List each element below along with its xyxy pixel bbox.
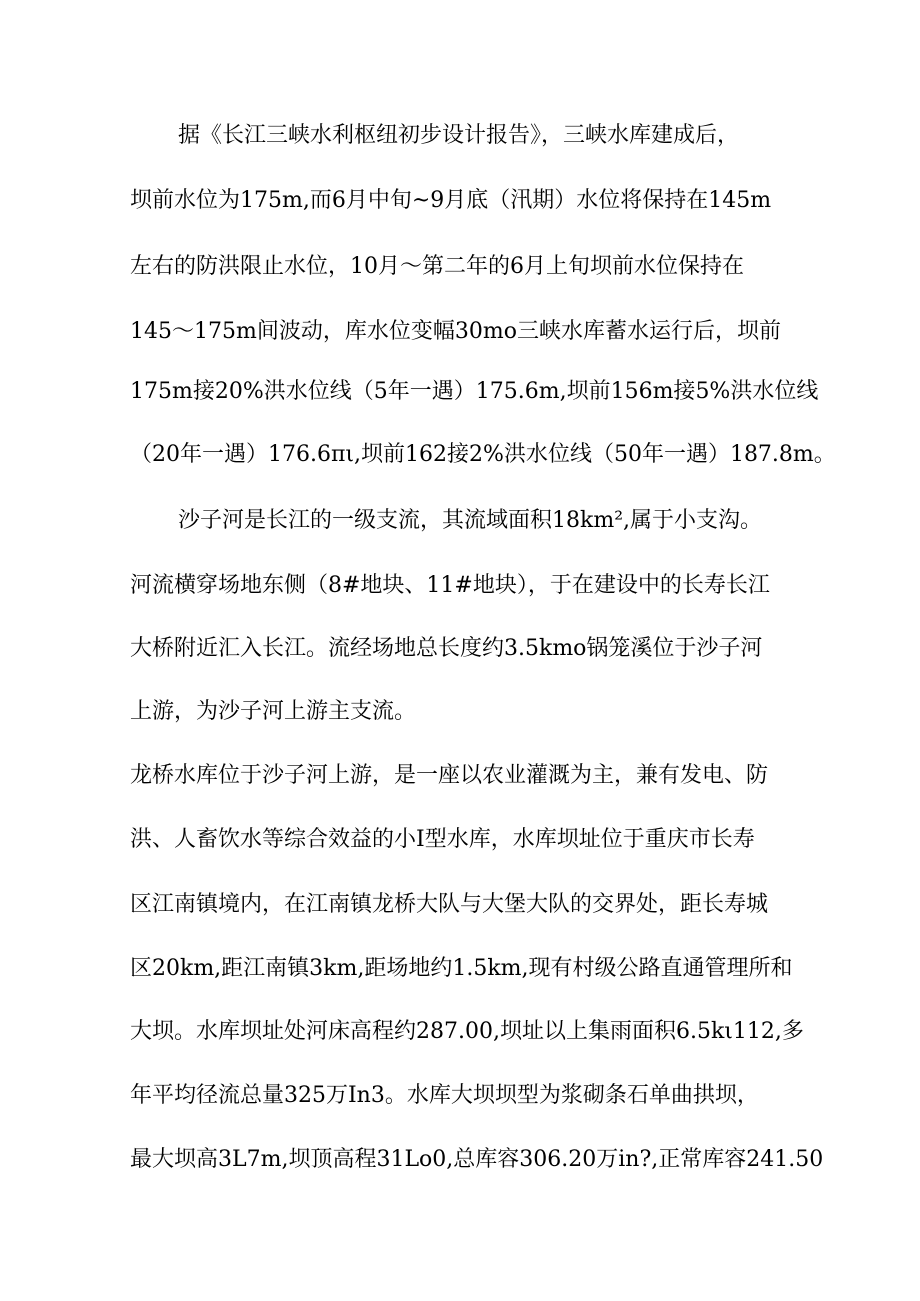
text-line: 沙子河是长江的一级支流，其流域面积18km²,属于小支沟。 <box>178 508 763 533</box>
text-line: 坝前水位为175m,而6月中旬~9月底（汛期）水位将保持在145m <box>130 188 772 213</box>
text-line: 最大坝高3L7m,坝顶高程31Lo0,总库容306.20万in?,正常库容241.50 <box>130 1147 824 1172</box>
text-line: 145～175m间波动，库水位变幅30mo三峡水库蓄水运行后，坝前 <box>130 319 781 344</box>
text-line: 河流横穿场地东侧（8#地块、11#地块），于在建设中的长寿长江 <box>130 573 770 598</box>
text-line: 175m接20%洪水位线（5年一遇）175.6m,坝前156m接5%洪水位线 <box>130 379 819 404</box>
text-line: 大坝。水库坝址处河床高程约287.00,坝址以上集雨面积6.5kι112,多 <box>130 1019 804 1044</box>
text-line: 据《长江三峡水利枢纽初步设计报告》，三峡水库建成后， <box>178 123 740 148</box>
text-line: 洪、人畜饮水等综合效益的小I型水库，水库坝址位于重庆市长寿 <box>130 827 755 852</box>
text-line: 上游，为沙子河上游主支流。 <box>130 699 417 724</box>
text-line: 年平均径流总量325万In3。水库大坝坝型为浆砌条石单曲拱坝， <box>130 1083 759 1108</box>
text-line: 区江南镇境内，在江南镇龙桥大队与大堡大队的交界处，距长寿城 <box>130 892 769 917</box>
text-line: 龙桥水库位于沙子河上游，是一座以农业灌溉为主，兼有发电、防 <box>130 763 769 788</box>
text-line: 大桥附近汇入长江。流经场地总长度约3.5kmo锅笼溪位于沙子河 <box>130 636 763 661</box>
text-line: （20年一遇）176.6πι,坝前162接2%洪水位线（50年一遇）187.8m。 <box>130 442 836 467</box>
text-line: 区20km,距江南镇3km,距场地约1.5km,现有村级公路直通管理所和 <box>130 956 793 981</box>
text-line: 左右的防洪限止水位，10月～第二年的6月上旬坝前水位保持在 <box>130 254 744 279</box>
